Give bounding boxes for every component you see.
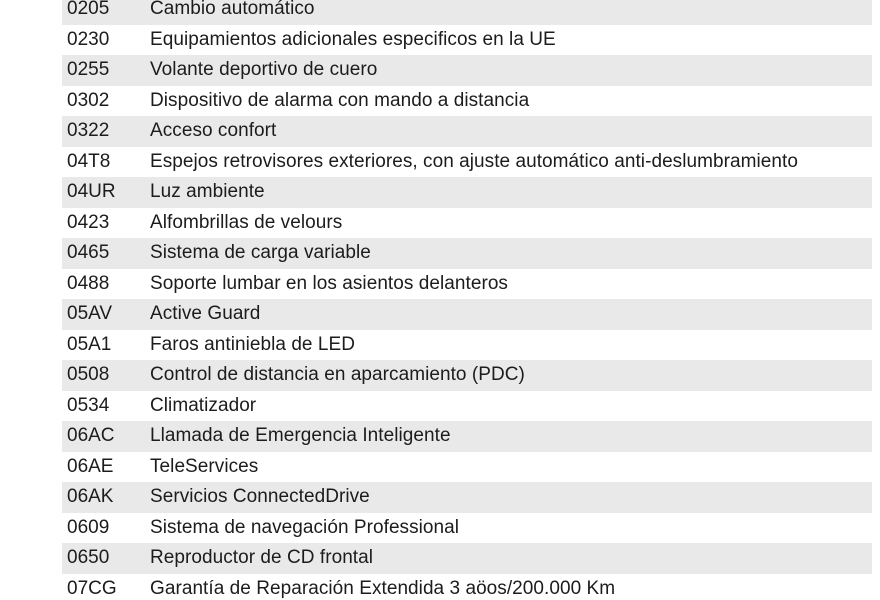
list-item — [62, 269, 872, 300]
option-code: 05AV — [67, 303, 113, 325]
option-code: 0322 — [67, 120, 110, 142]
option-code: 06AE — [67, 455, 114, 477]
option-description: Sistema de navegación Professional — [150, 516, 460, 538]
list-item — [62, 482, 872, 513]
option-description: Luz ambiente — [150, 181, 265, 203]
list-item — [62, 0, 872, 25]
option-description: Volante deportivo de cuero — [150, 59, 378, 81]
option-description: Control de distancia en aparcamiento (PDC) — [150, 364, 525, 386]
option-description: Cambio automático — [150, 0, 315, 20]
option-description: Equipamientos adicionales especificos en la UE — [150, 28, 556, 50]
option-code: 05A1 — [67, 333, 112, 355]
list-item — [62, 147, 872, 178]
option-code: 0302 — [67, 89, 110, 111]
option-code: 0488 — [67, 272, 110, 294]
list-item — [62, 330, 872, 361]
option-code: 0205 — [67, 0, 110, 20]
list-item — [62, 238, 872, 269]
equipment-options-list — [62, 0, 872, 600]
option-code: 06AK — [67, 486, 114, 508]
list-item — [62, 299, 872, 330]
option-code: 0423 — [67, 211, 110, 233]
list-item — [62, 543, 872, 574]
list-item — [62, 177, 872, 208]
option-description: Acceso confort — [150, 120, 277, 142]
list-item — [62, 208, 872, 239]
option-code: 04T8 — [67, 150, 111, 172]
option-code: 0230 — [67, 28, 110, 50]
list-item — [62, 55, 872, 86]
option-code: 07CG — [67, 577, 117, 599]
list-item — [62, 116, 872, 147]
option-code: 0508 — [67, 364, 110, 386]
option-description: Faros antiniebla de LED — [150, 333, 355, 355]
option-code: 0255 — [67, 59, 110, 81]
list-item — [62, 513, 872, 544]
option-description: Dispositivo de alarma con mando a distancia — [150, 89, 530, 111]
option-description: Espejos retrovisores exteriores, con ajuste automático anti-deslumbramiento — [150, 150, 798, 172]
list-item — [62, 421, 872, 452]
option-description: Garantía de Reparación Extendida 3 aöos/200.000 Km — [150, 577, 616, 599]
option-description: TeleServices — [150, 455, 259, 477]
list-item — [62, 25, 872, 56]
option-description: Llamada de Emergencia Inteligente — [150, 425, 451, 447]
list-item — [62, 574, 872, 600]
option-code: 0465 — [67, 242, 110, 264]
option-code: 04UR — [67, 181, 116, 203]
list-item — [62, 360, 872, 391]
option-code: 0534 — [67, 394, 110, 416]
option-code: 06AC — [67, 425, 115, 447]
option-description: Alfombrillas de velours — [150, 211, 343, 233]
option-code: 0609 — [67, 516, 110, 538]
list-item — [62, 452, 872, 483]
option-description: Servicios ConnectedDrive — [150, 486, 370, 508]
option-description: Active Guard — [150, 303, 261, 325]
list-item — [62, 391, 872, 422]
option-code: 0650 — [67, 547, 110, 569]
option-description: Soporte lumbar en los asientos delanteros — [150, 272, 508, 294]
option-description: Reproductor de CD frontal — [150, 547, 374, 569]
option-description: Climatizador — [150, 394, 257, 416]
option-description: Sistema de carga variable — [150, 242, 371, 264]
list-item — [62, 86, 872, 117]
